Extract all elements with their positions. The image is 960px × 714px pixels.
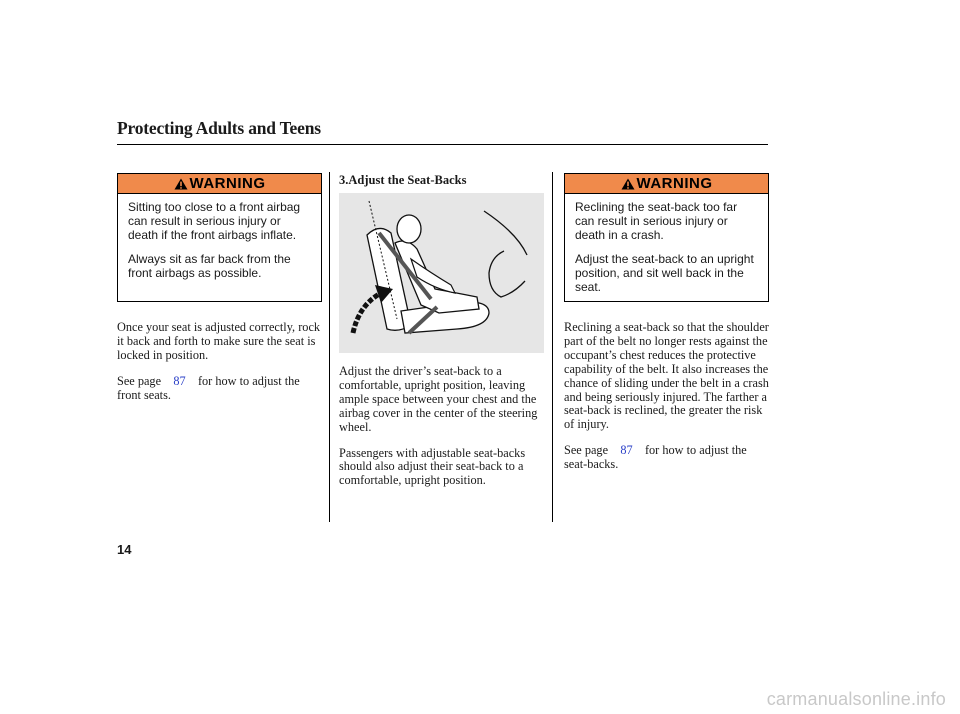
body-paragraph: See page 87 for how to adjust the front seats.: [117, 373, 300, 402]
body-paragraph: See page 87 for how to adjust the seat-backs.: [564, 443, 747, 472]
body-paragraph: Once your seat is adjusted correctly, rock it back and forth to make sure the seat is locked in position.: [117, 320, 321, 362]
warning-header: [118, 174, 321, 194]
left-column-text: [117, 321, 322, 415]
seat-back-illustration: [339, 193, 544, 353]
page-title: Protecting Adults and Teens: [117, 118, 321, 138]
body-paragraph: Reclining a seat-back so that the shoulder part of the belt no longer rests against the occupant’s chest reduces the protective capability of the belt. It also increases the chance of sliding under the belt in a crash and being seriously injured. The farther a seat-back is reclined, the greater the risk of injury.: [564, 320, 769, 432]
middle-column-text: [339, 365, 544, 500]
warning-text: Always sit as far back from the front airbags as possible.: [128, 252, 291, 281]
warning-label: WARNING: [189, 175, 266, 192]
warning-header: [565, 174, 768, 194]
page-number: 14: [117, 542, 132, 557]
watermark: carmanualsonline.info: [766, 689, 946, 709]
title-rule: [117, 144, 768, 145]
seated-driver-figure: [339, 193, 544, 353]
column-divider-left: [329, 172, 330, 522]
warning-triangle-icon: [621, 178, 635, 190]
right-column-text: [564, 321, 769, 484]
warning-label: WARNING: [636, 175, 713, 192]
warning-triangle-icon: [174, 178, 188, 190]
page-reference-link[interactable]: 87: [620, 443, 633, 458]
warning-box-right: [564, 173, 769, 302]
section-heading: 3.Adjust the Seat-Backs: [339, 173, 467, 187]
page-reference-link[interactable]: 87: [173, 373, 186, 388]
warning-text: Reclining the seat-back too far can result in serious injury or death in a crash.: [575, 200, 738, 242]
warning-text: Sitting too close to a front airbag can result in serious injury or death if the front airbags inflate.: [128, 200, 301, 242]
body-paragraph: Adjust the driver’s seat-back to a comfortable, upright position, leaving ample space between your chest and the airbag cover in the center of the steering wheel.: [339, 364, 538, 434]
body-paragraph: Passengers with adjustable seat-backs should also adjust their seat-back to a comfortable, upright position.: [339, 445, 526, 488]
warning-text: Adjust the seat-back to an upright position, and sit well back in the seat.: [575, 252, 754, 294]
column-divider-right: [552, 172, 553, 522]
warning-box-left: [117, 173, 322, 302]
